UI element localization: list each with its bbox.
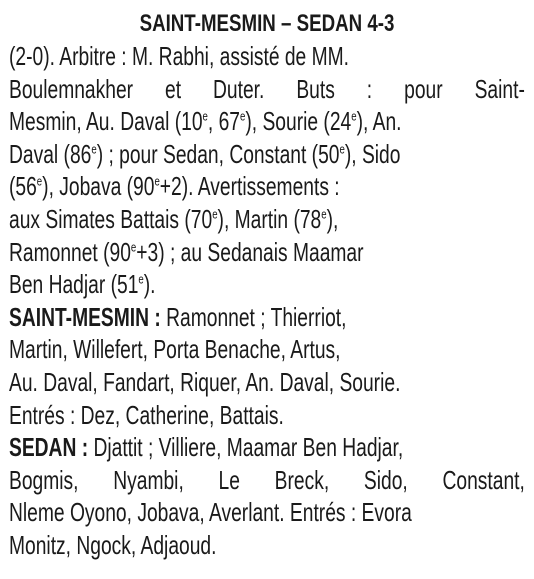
report-line: [9, 301, 391, 334]
text-run: ), An.: [356, 106, 402, 137]
text-run: Bogmis, Nyambi, Le Breck, Sido, Constant,: [9, 464, 525, 495]
ordinal-suffix: e: [138, 271, 144, 287]
ordinal-suffix: e: [154, 173, 160, 189]
text-run: ).: [143, 269, 156, 300]
match-headline: SAINT-MESMIN – SEDAN 4-3: [139, 10, 395, 37]
match-report: [9, 10, 525, 562]
text-run: Mesmin, Au. Daval (10: [9, 106, 203, 137]
text-run: (2-0). Arbitre : M. Rabhi, assisté de MM.: [9, 41, 350, 71]
text-run: Entrés : Dez, Catherine, Battais.: [9, 399, 284, 430]
report-line: [9, 73, 525, 106]
report-line: [9, 529, 391, 562]
text-run: ), Sourie (24: [245, 106, 352, 137]
report-line: [9, 138, 401, 171]
text-run: ), Martin (78: [217, 203, 322, 234]
text-run: , 67: [207, 106, 241, 137]
ordinal-suffix: e: [339, 141, 345, 157]
text-run: ),: [326, 203, 339, 234]
ordinal-suffix: e: [351, 108, 357, 124]
report-line: [9, 203, 391, 236]
text-run: +2). Avertissements :: [159, 171, 340, 202]
text-run: Nleme Oyono, Jobava, Averlant. Entrés : Evora: [9, 497, 412, 528]
report-line: [9, 399, 391, 432]
ordinal-suffix: e: [202, 108, 208, 124]
report-line: [9, 431, 404, 464]
text-run: ) ; pour Sedan, Constant (50: [96, 138, 340, 169]
text-run: +3) ; au Sedanais Maamar: [136, 236, 364, 267]
text-run: ), Sido: [344, 138, 401, 169]
report-line: [9, 464, 525, 497]
text-run: Boulemnakher et Duter. Buts : pour Saint-: [9, 73, 525, 104]
report-line: [9, 366, 401, 399]
report-line: [9, 333, 391, 366]
team-label: SEDAN :: [9, 432, 89, 463]
text-run: ), Jobava (90: [42, 171, 155, 202]
ordinal-suffix: e: [240, 108, 246, 124]
text-run: (56: [9, 171, 37, 202]
report-body: [9, 40, 525, 562]
text-run: Ben Hadjar (51: [9, 269, 139, 300]
text-run: Ramonnet (90: [9, 236, 131, 267]
text-run: Daval (86: [9, 138, 92, 169]
text-run: Martin, Willefert, Porta Benache, Artus,: [9, 334, 341, 365]
ordinal-suffix: e: [36, 173, 43, 189]
text-run: Monitz, Ngock, Adjaoud.: [9, 529, 217, 560]
text-run: aux Simates Battais (70: [9, 203, 213, 234]
report-line: [9, 40, 391, 73]
ordinal-suffix: e: [212, 206, 218, 222]
report-line: [9, 496, 412, 529]
ordinal-suffix: e: [91, 141, 97, 157]
text-run: Au. Daval, Fandart, Riquer, An. Daval, Sourie.: [9, 366, 401, 397]
report-line: [9, 105, 402, 138]
ordinal-suffix: e: [130, 238, 137, 254]
report-line: [9, 236, 391, 269]
ordinal-suffix: e: [321, 206, 327, 222]
text-run: Djattit ; Villiere, Maamar Ben Hadjar,: [88, 432, 404, 463]
team-label: SAINT-MESMIN :: [9, 301, 161, 332]
report-line: [9, 268, 391, 301]
text-run: Ramonnet ; Thierriot,: [160, 301, 347, 332]
report-line: [9, 170, 391, 203]
